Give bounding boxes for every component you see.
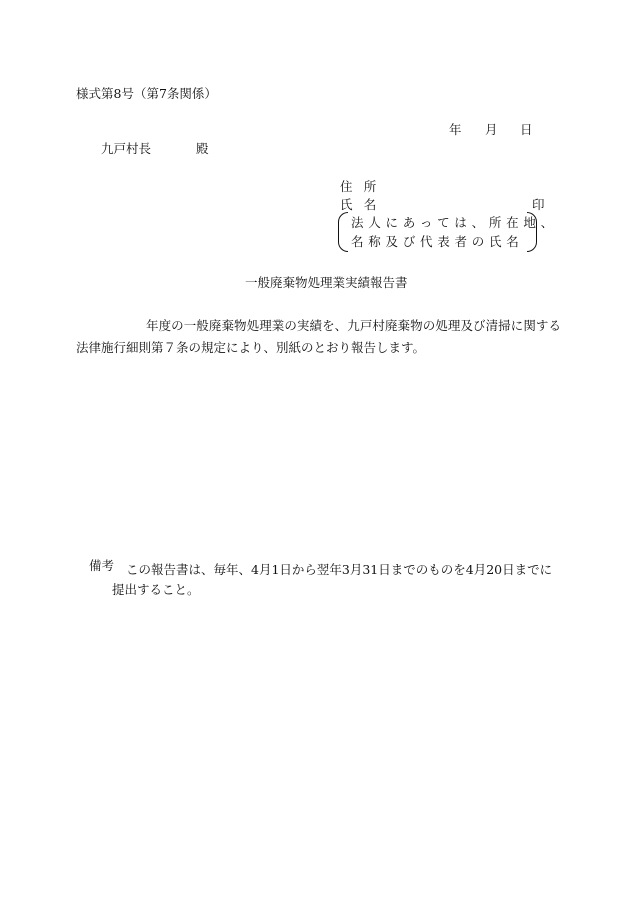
date-day-label: 日 bbox=[520, 122, 533, 137]
seal-mark: 印 bbox=[532, 197, 545, 212]
date-year-label: 年 bbox=[449, 122, 462, 137]
corporate-note-line1: 法人にあっては、所在地、 bbox=[351, 215, 558, 230]
addressee-name: 九戸村長 bbox=[101, 141, 152, 156]
body-paragraph: 年度の一般廃棄物処理業の実績を、九戸村廃棄物の処理及び清掃に関する法律施行細則第７条の規定により、別紙のとおり報告します。 bbox=[76, 318, 561, 355]
form-number: 様式第8号（第7条関係） bbox=[76, 86, 217, 101]
note-label: 備考 bbox=[89, 558, 115, 573]
left-parenthesis bbox=[338, 212, 348, 252]
document-title: 一般廃棄物処理業実績報告書 bbox=[245, 275, 408, 290]
name-label: 氏名 bbox=[340, 197, 388, 212]
note-text: この報告書は、毎年、4月1日から翌年3月31日までのものを4月20日までに提出すること。 bbox=[112, 562, 553, 597]
address-label: 住所 bbox=[340, 179, 388, 194]
corporate-note-line2: 名称及び代表者の氏名 bbox=[351, 234, 524, 249]
date-month-label: 月 bbox=[485, 122, 498, 137]
addressee-honorific: 殿 bbox=[196, 141, 209, 156]
right-parenthesis bbox=[527, 212, 537, 252]
